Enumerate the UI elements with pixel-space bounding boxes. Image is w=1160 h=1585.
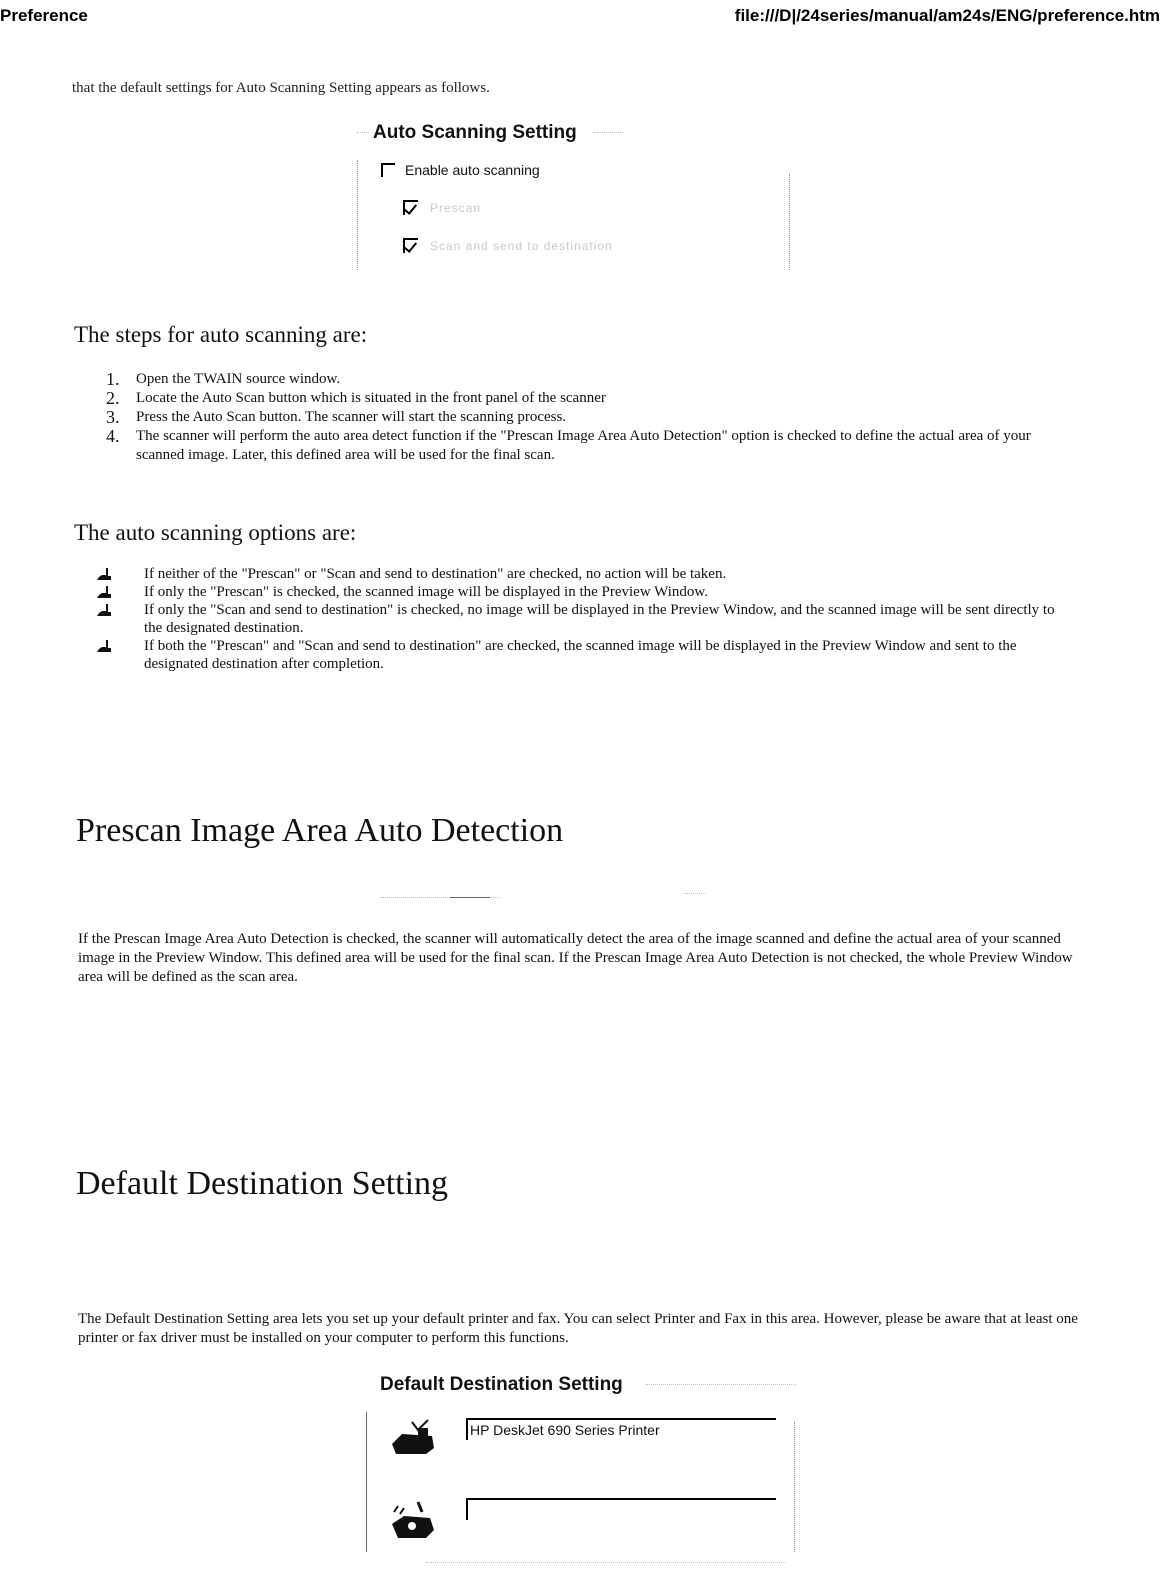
destination-section-body: The Default Destination Setting area lets you set up your default printer and fax. You can select Printer and Fax in this area. However, please be aware that at least one printer or fax driver must be installed on your computer to perform this functions.	[78, 1311, 1078, 1346]
panel-border-top	[593, 132, 623, 133]
fax-icon	[388, 1500, 438, 1540]
prescan-section-body: If the Prescan Image Area Auto Detection is checked, the scanner will automatically detect the area of the image scanned and define the actual area of your scanned image in the Preview Window. This defined area will be used for the final scan. If the Prescan Image Area Auto Detection is not checked, the whole Preview Window area will be defined as the scan area.	[78, 931, 1073, 985]
options-list	[96, 565, 1056, 673]
hand-pointer-icon	[96, 585, 112, 599]
hand-pointer-icon	[96, 603, 112, 617]
printer-icon	[388, 1418, 438, 1458]
auto-scanning-panel	[357, 124, 797, 284]
printer-select[interactable]: HP DeskJet 690 Series Printer	[466, 1418, 776, 1440]
enable-auto-scanning-label: Enable auto scanning	[405, 162, 540, 178]
panel-border-bottom	[426, 1562, 786, 1563]
list-item: If both the "Prescan" and "Scan and send to destination" are checked, the scanned image will be displayed in the Preview Window and sent to the designated destination after completion.	[96, 637, 1056, 673]
list-item: 3. Press the Auto Scan button. The scanner will start the scanning process.	[106, 407, 567, 427]
panel-border-right	[794, 1422, 795, 1552]
scan-and-send-checkbox[interactable]	[403, 238, 613, 253]
list-item: If neither of the "Prescan" or "Scan and send to destination" are checked, no action will be taken.	[96, 565, 1056, 583]
divider	[450, 897, 490, 898]
destination-section-title: Default Destination Setting	[76, 1165, 449, 1202]
checkbox-checked-icon	[403, 238, 418, 253]
steps-heading: The steps for auto scanning are:	[74, 322, 368, 347]
list-item: 2. Locate the Auto Scan button which is situated in the front panel of the scanner	[106, 388, 606, 408]
checkbox-checked-icon	[403, 200, 418, 215]
intro-text: that the default settings for Auto Scanning Setting appears as follows.	[72, 80, 490, 96]
options-heading: The auto scanning options are:	[74, 520, 357, 545]
steps-list	[88, 370, 1048, 465]
prescan-checkbox[interactable]	[403, 200, 481, 215]
list-item: 4. The scanner will perform the auto area detect function if the "Prescan Image Area Auto Detection" option is checked to define the actual area of your scanned image. Later, this defined area will be used for the final scan.	[106, 426, 1031, 463]
panel-border-left	[357, 160, 358, 270]
checkbox-unchecked-icon	[381, 163, 395, 177]
prescan-label: Prescan	[430, 200, 482, 215]
enable-auto-scanning-checkbox[interactable]	[381, 162, 540, 178]
prescan-section-title: Prescan Image Area Auto Detection	[76, 812, 564, 849]
hand-pointer-icon	[96, 567, 112, 581]
default-destination-panel-title: Default Destination Setting	[380, 1374, 623, 1395]
panel-border-left	[366, 1412, 367, 1552]
hand-pointer-icon	[96, 639, 112, 653]
auto-scanning-panel-title: Auto Scanning Setting	[373, 122, 577, 143]
scan-and-send-label: Scan and send to destination	[430, 238, 613, 253]
divider	[684, 893, 706, 894]
panel-border-top-left	[357, 132, 369, 133]
panel-border-top	[646, 1384, 796, 1385]
list-item: 1. Open the TWAIN source window.	[106, 369, 341, 389]
list-item: If only the "Scan and send to destination" is checked, no image will be displayed in the Preview Window, and the scanned image will be sent directly to the designated destination.	[96, 601, 1056, 637]
page-header-title: Preference	[0, 6, 88, 25]
panel-border-right	[789, 174, 790, 270]
default-destination-panel	[366, 1372, 806, 1567]
page-header-path: file:///D|/24series/manual/am24s/ENG/preference.htm	[734, 6, 1160, 25]
list-item: If only the "Prescan" is checked, the scanned image will be displayed in the Preview Window.	[96, 583, 1056, 601]
fax-select[interactable]	[466, 1498, 776, 1520]
